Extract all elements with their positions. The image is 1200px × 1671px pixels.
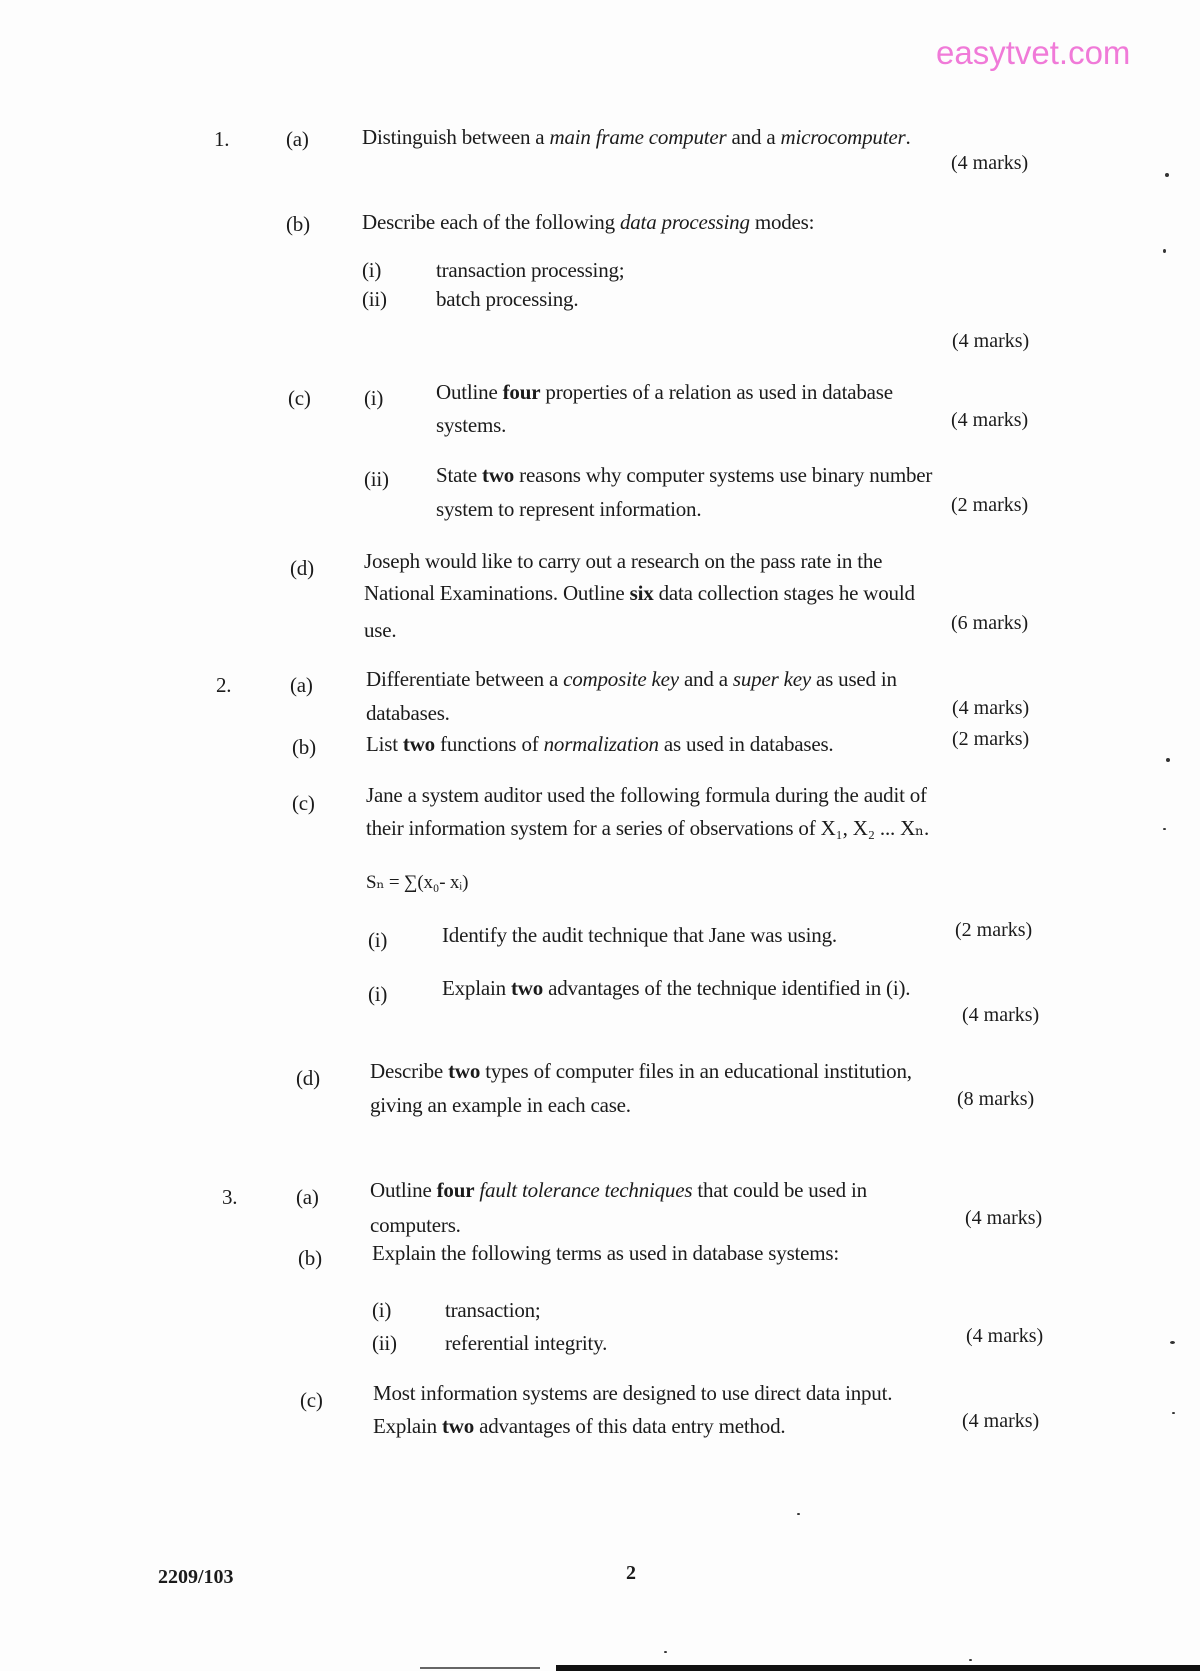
scan-speck — [1163, 828, 1166, 830]
q1ci-marks: (4 marks) — [951, 409, 1029, 431]
scan-speck — [1165, 173, 1169, 177]
q1cii-label: (ii) — [364, 467, 389, 491]
q2c-label: (c) — [292, 791, 315, 815]
q2c-text-line1: Jane a system auditor used the following formula during the audit of — [366, 783, 927, 807]
q1cii-text: State two reasons why computer systems use binary number — [436, 463, 933, 487]
q2ci-marks: (2 marks) — [955, 919, 1033, 941]
q3b-item-label: (ii) — [372, 1331, 397, 1355]
q3b-item-label: (i) — [372, 1298, 392, 1322]
q3c-text-line2: Explain two advantages of this data entry method. — [373, 1414, 786, 1438]
q2d-text-line2: giving an example in each case. — [370, 1093, 631, 1117]
q2cii-label: (i) — [368, 982, 388, 1006]
q2d-label: (d) — [296, 1066, 320, 1090]
q2ci-label: (i) — [368, 928, 388, 952]
q3-number: 3. — [222, 1185, 238, 1209]
q2b-marks: (2 marks) — [952, 728, 1030, 750]
q2a-text-line2: databases. — [366, 701, 450, 725]
q2a-marks: (4 marks) — [952, 697, 1030, 719]
q1c-label: (c) — [288, 386, 311, 410]
q2c-formula: Sₙ = ∑(x₀- xᵢ) — [366, 872, 469, 893]
scan-speck — [1172, 1412, 1175, 1414]
q3b-item-text: referential integrity. — [445, 1331, 608, 1355]
scan-speck — [664, 1651, 667, 1653]
q2a-label: (a) — [290, 673, 313, 697]
q1b-item-label: (ii) — [362, 287, 387, 311]
q1ci-text: Outline four properties of a relation as used in database — [436, 380, 893, 404]
q2ci-text: Identify the audit technique that Jane was using. — [442, 923, 837, 947]
paper-code: 2209/103 — [158, 1566, 234, 1588]
q1a-marks: (4 marks) — [951, 152, 1029, 174]
scan-speck — [797, 1513, 800, 1515]
q3a-marks: (4 marks) — [965, 1207, 1043, 1229]
q2d-marks: (8 marks) — [957, 1088, 1035, 1110]
q1b-item-text: batch processing. — [436, 287, 579, 311]
scan-speck — [969, 1659, 972, 1661]
q1d-text-line3: use. — [364, 618, 397, 642]
q1b-text: Describe each of the following data processing modes: — [362, 210, 815, 234]
q1d-text-line2: National Examinations. Outline six data collection stages he would — [364, 581, 915, 605]
q3b-marks: (4 marks) — [966, 1325, 1044, 1347]
q3c-marks: (4 marks) — [962, 1410, 1040, 1432]
scan-edge-bar — [420, 1667, 540, 1669]
q3a-text-line2: computers. — [370, 1213, 461, 1237]
q3c-label: (c) — [300, 1388, 323, 1412]
scan-speck — [1170, 1341, 1175, 1344]
scan-edge-bar — [556, 1665, 1200, 1671]
q3a-text: Outline four fault tolerance techniques that could be used in — [370, 1178, 867, 1202]
q2a-text: Differentiate between a composite key and a super key as used in — [366, 667, 897, 691]
q2-number: 2. — [216, 673, 232, 697]
q1d-text-line1: Joseph would like to carry out a research on the pass rate in the — [364, 549, 883, 573]
scan-speck — [1166, 758, 1170, 762]
q1d-label: (d) — [290, 556, 314, 580]
q1b-item-label: (i) — [362, 258, 382, 282]
page-number: 2 — [626, 1562, 636, 1584]
watermark: easytvet.com — [936, 34, 1131, 71]
q3b-text: Explain the following terms as used in database systems: — [372, 1241, 840, 1265]
q1ci-text-line2: systems. — [436, 413, 507, 437]
q3b-label: (b) — [298, 1246, 322, 1270]
q1d-marks: (6 marks) — [951, 612, 1029, 634]
q3c-text-line1: Most information systems are designed to use direct data input. — [373, 1381, 893, 1405]
q2b-text: List two functions of normalization as used in databases. — [366, 732, 834, 756]
q1a-label: (a) — [286, 127, 309, 151]
q1b-label: (b) — [286, 212, 310, 236]
q3a-label: (a) — [296, 1185, 319, 1209]
q3b-item-text: transaction; — [445, 1298, 541, 1322]
scan-speck — [1163, 249, 1166, 253]
q1-number: 1. — [214, 127, 230, 151]
q1ci-label: (i) — [364, 386, 384, 410]
q1cii-text-line2: system to represent information. — [436, 497, 702, 521]
q2c-text-line2: their information system for a series of observations of X₁, X₂ ... Xₙ. — [366, 816, 929, 840]
q1b-marks: (4 marks) — [952, 330, 1030, 352]
q1b-item-text: transaction processing; — [436, 258, 625, 282]
q1cii-marks: (2 marks) — [951, 494, 1029, 516]
q2b-label: (b) — [292, 735, 316, 759]
q2cii-marks: (4 marks) — [962, 1004, 1040, 1026]
q2cii-text: Explain two advantages of the technique identified in (i). — [442, 976, 911, 1000]
q2d-text: Describe two types of computer files in an educational institution, — [370, 1059, 912, 1083]
q1a-text: Distinguish between a main frame computer and a microcomputer. — [362, 125, 911, 149]
